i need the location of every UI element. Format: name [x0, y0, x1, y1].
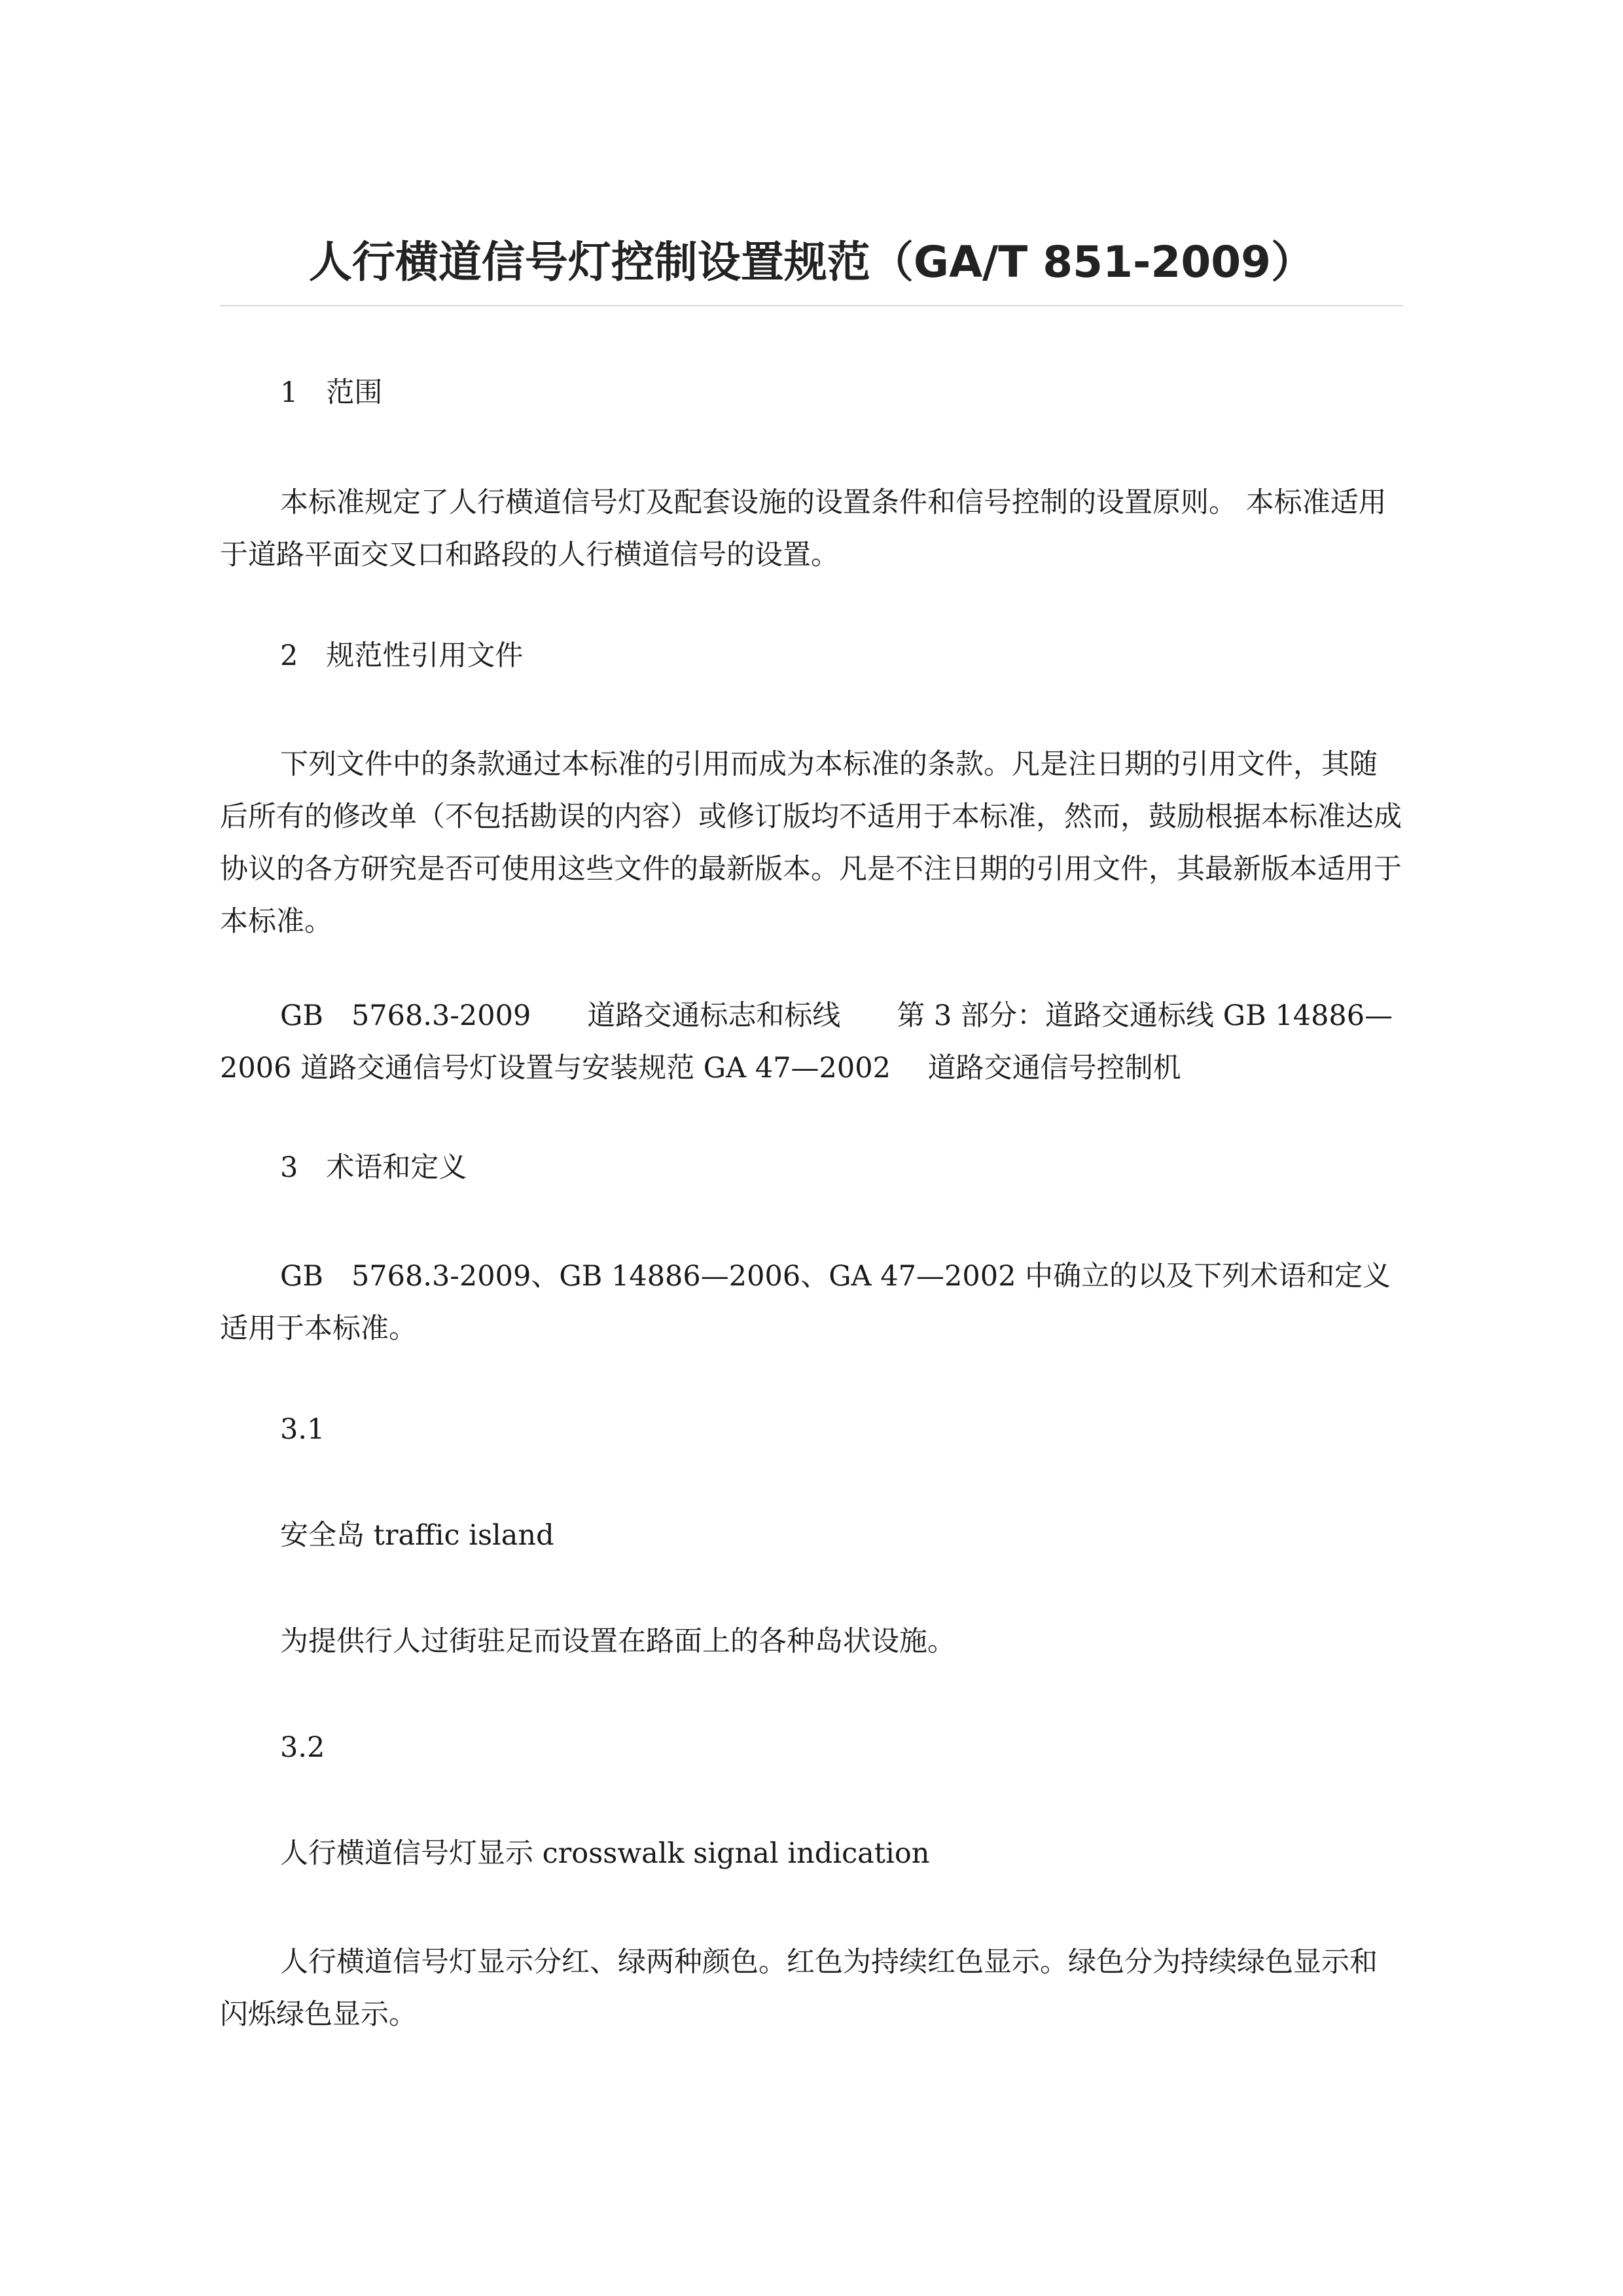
page-title: 人行横道信号灯控制设置规范（GA/T 851-2009） — [308, 237, 1315, 287]
section-1-body: 本标准规定了人行横道信号灯及配套设施的设置条件和信号控制的设置原则。 本标准适用于道路平面交叉口和路段的人行横道信号的设置。 — [220, 486, 1387, 571]
section-1-heading: 1 范围 — [280, 376, 383, 409]
section-3-heading: 3 术语和定义 — [280, 1151, 467, 1184]
section-3-2-number: 3.2 — [280, 1731, 325, 1764]
section-3-2-definition: 人行横道信号灯显示分红、绿两种颜色。红色为持续红色显示。绿色分为持续绿色显示和闪烁绿色显示。 — [220, 1946, 1378, 2031]
section-2-references: GB 5768.3-2009 道路交通标志和标线 第 3 部分：道路交通标线 GB 14886—2006 道路交通信号灯设置与安装规范 GA 47—2002 道路交通信号控制机 — [220, 999, 1393, 1085]
section-3-1-definition: 为提供行人过街驻足而设置在路面上的各种岛状设施。 — [280, 1625, 955, 1658]
title-divider — [220, 305, 1403, 306]
section-3-body: GB 5768.3-2009、GB 14886—2006、GA 47—2002 中确立的以及下列术语和定义适用于本标准。 — [220, 1260, 1391, 1345]
section-2-heading: 2 规范性引用文件 — [280, 639, 524, 672]
section-3-2-term: 人行横道信号灯显示 crosswalk signal indication — [280, 1837, 930, 1870]
section-2-body: 下列文件中的条款通过本标准的引用而成为本标准的条款。凡是注日期的引用文件，其随后所有的修改单（不包括勘误的内容）或修订版均不适用于本标准，然而，鼓励根据本标准达成协议的各方研究是否可使用这些文件的最新版本。凡是不注日期的引用文件，其最新版本适用于本标准。 — [220, 748, 1402, 938]
section-3-1-number: 3.1 — [280, 1413, 325, 1446]
section-3-1-term: 安全岛 traffic island — [280, 1519, 554, 1552]
